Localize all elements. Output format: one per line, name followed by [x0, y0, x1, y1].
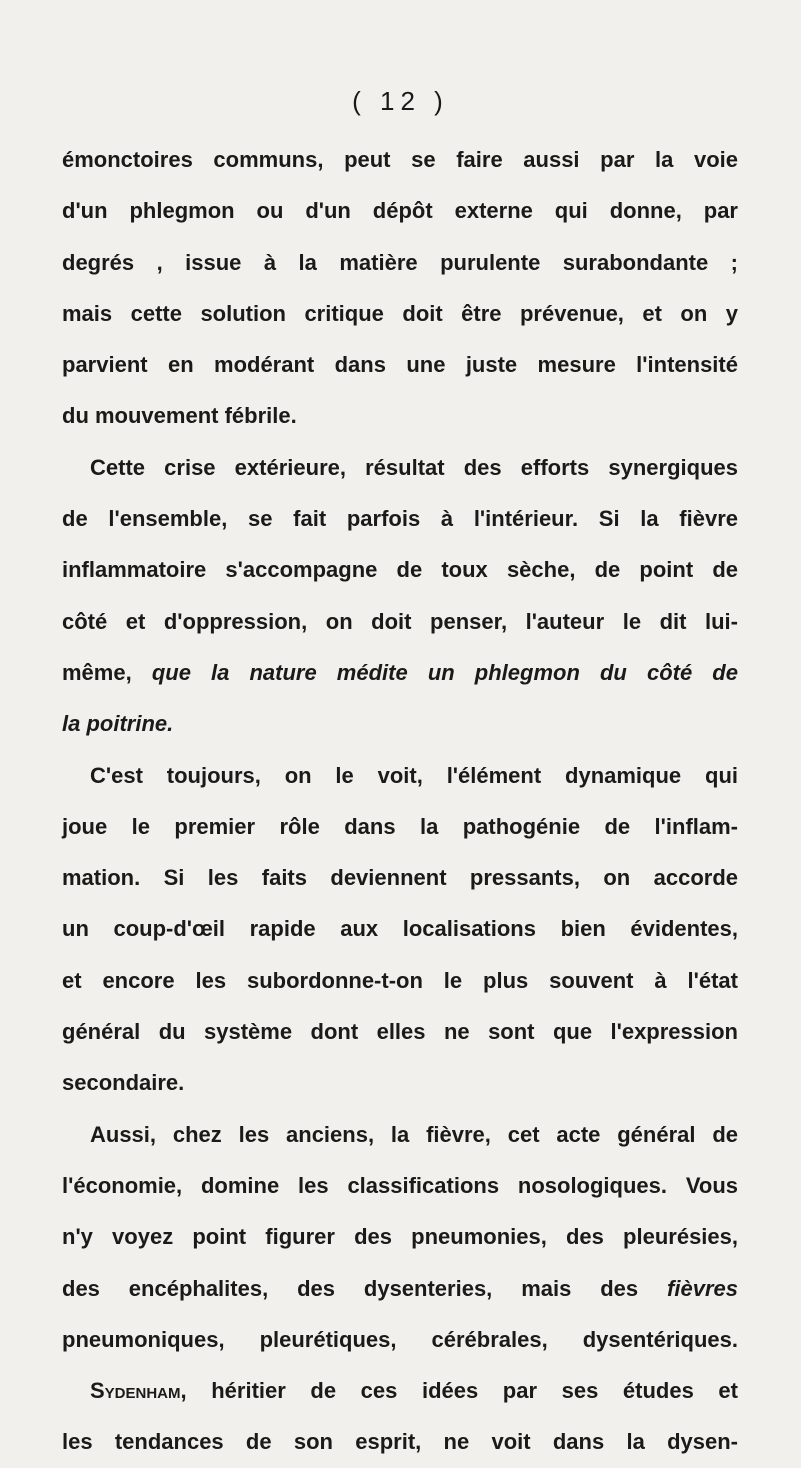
- text-segment: , héritier de ces idées par ses études et: [180, 1378, 738, 1404]
- text-line: côté et d'oppression, on doit penser, l'auteur le dit lui-: [62, 608, 738, 634]
- text-line: pneumoniques, pleurétiques, cérébrales, dysentériques.: [62, 1326, 738, 1352]
- text-line: et encore les subordonne-t-on le plus souvent à l'état: [62, 967, 738, 993]
- text-line: mais cette solution critique doit être prévenue, et on y: [62, 300, 738, 326]
- page-number: ( 12 ): [352, 86, 449, 116]
- text-line: général du système dont elles ne sont que l'expression: [62, 1019, 738, 1045]
- body-text: [62, 134, 738, 1468]
- text-line: n'y voyez point figurer des pneumonies, des pleurésies,: [62, 1224, 738, 1250]
- italic-quote: que la nature médite un phlegmon du côté de: [151, 659, 738, 685]
- text-segment: même,: [62, 659, 152, 685]
- text-line: un coup-d'œil rapide aux localisations bien évidentes,: [62, 916, 738, 942]
- text-line: secondaire.: [62, 1070, 185, 1096]
- text-line: mation. Si les faits deviennent pressants, on accorde: [62, 865, 738, 891]
- text-line: du mouvement fébrile.: [62, 403, 297, 429]
- text-line: Aussi, chez les anciens, la fièvre, cet acte général de: [90, 1121, 738, 1147]
- text-line: parvient en modérant dans une juste mesure l'intensité: [62, 352, 738, 378]
- text-line: l'économie, domine les classifications nosologiques. Vous: [62, 1172, 738, 1198]
- text-line: émonctoires communs, peut se faire aussi par la voie: [62, 147, 738, 172]
- text-line: [62, 1263, 738, 1314]
- text-line: d'un phlegmon ou d'un dépôt externe qui donne, par: [62, 198, 738, 224]
- text-segment: des encéphalites, des dysenteries, mais des: [62, 1275, 668, 1301]
- italic-quote: la poitrine.: [62, 711, 174, 737]
- text-line: joue le premier rôle dans la pathogénie de l'inflam-: [62, 813, 738, 839]
- italic-word: fièvres: [667, 1275, 738, 1301]
- text-line: Cette crise extérieure, résultat des efforts synergiques: [90, 454, 738, 480]
- text-line: [62, 1365, 738, 1416]
- text-line: les tendances de son esprit, ne voit dans la dysen-: [62, 1429, 738, 1455]
- text-line: [62, 647, 738, 698]
- text-line: C'est toujours, on le voit, l'élément dynamique qui: [90, 762, 738, 788]
- text-line: degrés , issue à la matière purulente surabondante ;: [62, 249, 738, 275]
- text-line: de l'ensemble, se fait parfois à l'intérieur. Si la fièvre: [62, 506, 738, 532]
- author-name: Sydenham: [90, 1378, 181, 1404]
- text-line: inflammatoire s'accompagne de toux sèche, de point de: [62, 557, 738, 583]
